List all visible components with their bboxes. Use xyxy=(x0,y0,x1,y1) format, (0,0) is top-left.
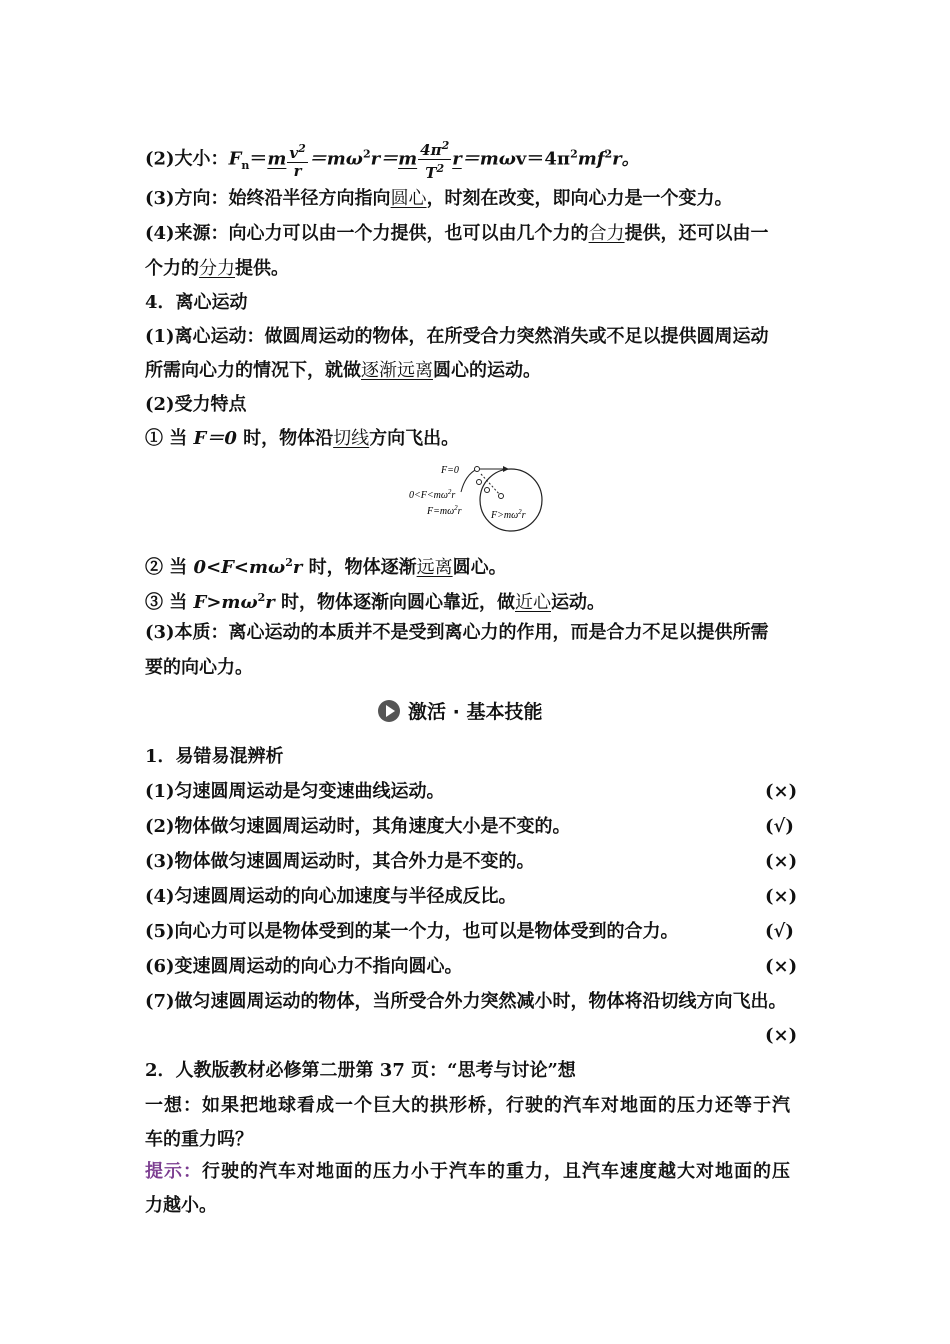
play-icon xyxy=(378,700,400,722)
judgment-4-mark: (×) xyxy=(765,886,798,907)
orbit-circle xyxy=(480,469,542,531)
object-dot-3 xyxy=(485,488,490,493)
judgment-2: (2)物体做匀速圆周运动时，其角速度大小是不变的。 xyxy=(145,816,571,837)
section-title: 激活 · 基本技能 xyxy=(378,698,542,726)
judgment-6-mark: (×) xyxy=(765,956,798,977)
label-f-equal: $F=m\omega^2r$ xyxy=(427,504,462,517)
judgment-6: (6)变速圆周运动的向心力不指向圆心。 xyxy=(145,956,463,977)
case-3-line: ③ 当 $F>m\omega^2r$ 时，物体逐渐向圆心靠近，做近心运动。 xyxy=(145,591,605,613)
label-f-zero: F=0 xyxy=(441,465,459,476)
judgment-1: (1)匀速圆周运动是匀变速曲线运动。 xyxy=(145,781,445,802)
label-f-less: $0<F<m\omega^2r$ xyxy=(409,488,456,501)
centrifugal-line-2: 所需向心力的情况下，就做逐渐远离圆心的运动。 xyxy=(145,360,541,381)
source-line-1: (4)来源：向心力可以由一个力提供，也可以由几个力的合力提供，还可以由一 xyxy=(145,223,769,244)
direction-line: (3)方向：始终沿半径方向指向圆心，时刻在改变，即向心力是一个变力。 xyxy=(145,188,733,209)
essence-line-2: 要的向心力。 xyxy=(145,657,253,678)
question-line-2: 车的重力吗？ xyxy=(145,1129,253,1150)
judgment-5-mark: (√) xyxy=(765,921,794,942)
hint-line-1: 提示：行驶的汽车对地面的压力小于汽车的重力，且汽车速度越大对地面的压 xyxy=(145,1161,791,1182)
centripetal-force-formula: (2)大小：$F_n=m$ $\frac{v^2}{r}$ $=m\omega^2r=m$ $\frac{4\pi^2}{T^2}$ $r=m\omega v=4\pi^2mf^2r$。 xyxy=(145,139,640,182)
arrow-head xyxy=(503,466,509,472)
judgment-7: (7)做匀速圆周运动的物体，当所受合外力突然减小时，物体将沿切线方向飞出。 xyxy=(145,991,787,1012)
centrifugal-diagram-svg xyxy=(405,460,550,535)
judgment-1-mark: (×) xyxy=(765,781,798,802)
case-2-line: ② 当 $0<F<m\omega^2r$ 时，物体逐渐远离圆心。 xyxy=(145,556,507,578)
judgment-3: (3)物体做匀速圆周运动时，其合外力是不变的。 xyxy=(145,851,535,872)
hint-line-2: 力越小。 xyxy=(145,1195,217,1216)
force-features-title: (2)受力特点 xyxy=(145,394,247,415)
essence-line-1: (3)本质：离心运动的本质并不是受到离心力的作用，而是合力不足以提供所需 xyxy=(145,622,769,643)
judgment-7-mark: (×) xyxy=(765,1025,798,1046)
centrifugal-diagram xyxy=(405,460,550,535)
fraction-4pi2-over-T2: $\frac{4\pi^2}{T^2}$ xyxy=(420,139,450,182)
heading-centrifugal: 4．离心运动 xyxy=(145,292,248,313)
object-dot-2 xyxy=(477,480,482,485)
fraction-v2-over-r: $\frac{v^2}{r}$ xyxy=(289,141,306,180)
object-dot-1 xyxy=(475,467,480,472)
judgment-3-mark: (×) xyxy=(765,851,798,872)
source-line-2: 个力的分力提供。 xyxy=(145,258,289,279)
spiral-out-path xyxy=(461,469,477,492)
question-line-1: 一想：如果把地球看成一个巨大的拱形桥，行驶的汽车对地面的压力还等于汽 xyxy=(145,1095,791,1116)
hint-label: 提示： xyxy=(145,1161,202,1182)
object-dot-4 xyxy=(499,494,504,499)
case-1-line: ① 当 F＝0 时，物体沿切线方向飞出。 xyxy=(145,428,460,449)
label-f-greater: $F>m\omega^2r$ xyxy=(491,508,526,521)
heading-judgment: 1．易错易混辨析 xyxy=(145,746,284,767)
judgment-5: (5)向心力可以是物体受到的某一个力，也可以是物体受到的合力。 xyxy=(145,921,679,942)
centrifugal-line-1: (1)离心运动：做圆周运动的物体，在所受合力突然消失或不足以提供圆周运动 xyxy=(145,326,769,347)
heading-textbook: 2．人教版教材必修第二册第 37 页：“思考与讨论”想 xyxy=(145,1060,576,1081)
judgment-4: (4)匀速圆周运动的向心加速度与半径成反比。 xyxy=(145,886,517,907)
judgment-2-mark: (√) xyxy=(765,816,794,837)
